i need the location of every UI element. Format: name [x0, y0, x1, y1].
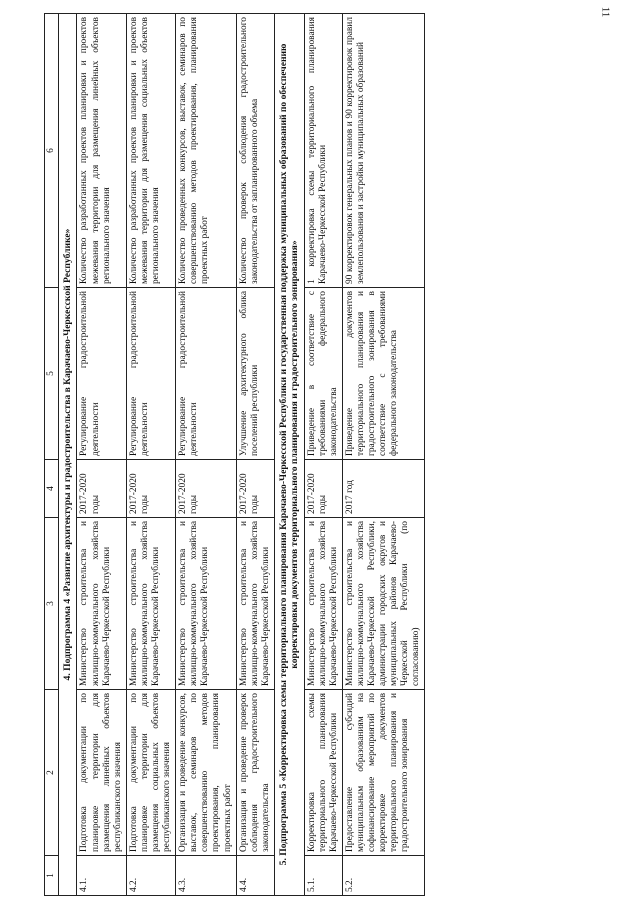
- rotated-document-page: [44, 14, 629, 896]
- program-activities-table: [44, 13, 425, 896]
- column-number-cell: 1: [45, 856, 59, 896]
- table-row: [126, 14, 175, 896]
- column-number-cell: 5: [45, 288, 59, 460]
- period-cell: 2017-2020 годы: [176, 460, 236, 518]
- period-cell: 2017 год: [342, 460, 425, 518]
- table-row: [77, 14, 126, 896]
- result-cell: 1 корректировка схемы территориального планирования Карачаево-Черкесской Республики: [304, 14, 342, 288]
- direction-cell: Приведение в соответствие с требованиями федерального законодательства: [304, 288, 342, 460]
- row-number: 5.1.: [304, 856, 342, 896]
- result-cell: Количество проведенных конкурсов, выставок, семинаров по совершенствованию методов проектирования, планирования проектных работ: [176, 14, 236, 288]
- row-number: 4.1.: [77, 856, 126, 896]
- column-number-cell: 3: [45, 518, 59, 690]
- row-number: 4.3.: [176, 856, 236, 896]
- period-cell: 2017-2020 годы: [236, 460, 274, 518]
- executor-cell: Министерство строительства и жилищно-коммунального хозяйства Карачаево-Черкесской Республики: [236, 518, 274, 690]
- action-cell: Организация и проведение проверок соблюдения градостроительного законодательства: [236, 690, 274, 856]
- direction-cell: Улучшение архитектурного облика поселений республики: [236, 288, 274, 460]
- executor-cell: Министерство строительства и жилищно-коммунального хозяйства Карачаево-Черкесской Республики: [126, 518, 175, 690]
- action-cell: Подготовка документации по планировке территории для размещения линейных объектов республиканского значения: [77, 690, 126, 856]
- action-cell: Корректировка схемы территориального планирования Карачаево-Черкесской Республики: [304, 690, 342, 856]
- subprogram-heading: 5. Подпрограмма 5 «Корректировка схемы территориального планирования Карачаево-Черкесской Республики и государственная поддержка муниципальных образований по обеспечению корректировки документов территориального планирования и градостроительного зонирования»: [274, 14, 304, 896]
- table-row: [304, 14, 342, 896]
- table-body: [45, 14, 425, 896]
- period-cell: 2017-2020 годы: [304, 460, 342, 518]
- executor-cell: Министерство строительства и жилищно-коммунального хозяйства Карачаево-Черкесской Республики: [304, 518, 342, 690]
- action-cell: Организация и проведение конкурсов, выставок, семинаров по совершенствованию методов проектирования, планирования проектных работ: [176, 690, 236, 856]
- result-cell: 90 корректировок генеральных планов и 90 корректировок правил землепользования и застройки муниципальных образований: [342, 14, 425, 288]
- subprogram-heading-row: [274, 14, 304, 896]
- direction-cell: Регулирование градостроительной деятельности: [77, 288, 126, 460]
- executor-cell: Министерство строительства и жилищно-коммунального хозяйства Карачаево-Черкесской Республики, администрации городских округов и муниципальных районов Карачаево-Черкесской Республики (по согласованию): [342, 518, 425, 690]
- column-number-cell: 4: [45, 460, 59, 518]
- direction-cell: Регулирование градостроительной деятельности: [126, 288, 175, 460]
- column-number-cell: 6: [45, 14, 59, 288]
- row-number: 5.2.: [342, 856, 425, 896]
- subprogram-heading-row: [59, 14, 77, 896]
- direction-cell: Регулирование градостроительной деятельности: [176, 288, 236, 460]
- executor-cell: Министерство строительства и жилищно-коммунального хозяйства Карачаево-Черкесской Республики: [77, 518, 126, 690]
- row-number: 4.4.: [236, 856, 274, 896]
- result-cell: Количество разработанных проектов планировки и проектов межевания территории для размещения линейных объектов регионального значения: [77, 14, 126, 288]
- result-cell: Количество разработанных проектов планировки и проектов межевания территории для размещения социальных объектов регионального значения: [126, 14, 175, 288]
- direction-cell: Приведение документов территориального планирования и градостроительного зонирования в соответствие с требованиями федерального законодательства: [342, 288, 425, 460]
- table-row: [176, 14, 236, 896]
- table-row: [342, 14, 425, 896]
- result-cell: Количество проверок соблюдения градостроительного законодательства от запланированного объема: [236, 14, 274, 288]
- executor-cell: Министерство строительства и жилищно-коммунального хозяйства Карачаево-Черкесской Республики: [176, 518, 236, 690]
- table-row: [236, 14, 274, 896]
- page-number: 11: [599, 6, 612, 18]
- table-header-row: [45, 14, 59, 896]
- action-cell: Предоставление субсидий муниципальным образованиям на софинансирование мероприятий по корректировке документов территориального планирования и градостроительного зонирования: [342, 690, 425, 856]
- column-number-cell: 2: [45, 690, 59, 856]
- action-cell: Подготовка документации по планировке территории для размещения социальных объектов республиканского значения: [126, 690, 175, 856]
- period-cell: 2017-2020 годы: [77, 460, 126, 518]
- period-cell: 2017-2020 годы: [126, 460, 175, 518]
- subprogram-heading: 4. Подпрограмма 4 «Развитие архитектуры и градостроительства в Карачаево-Черкесской Республике»: [59, 14, 77, 896]
- row-number: 4.2.: [126, 856, 175, 896]
